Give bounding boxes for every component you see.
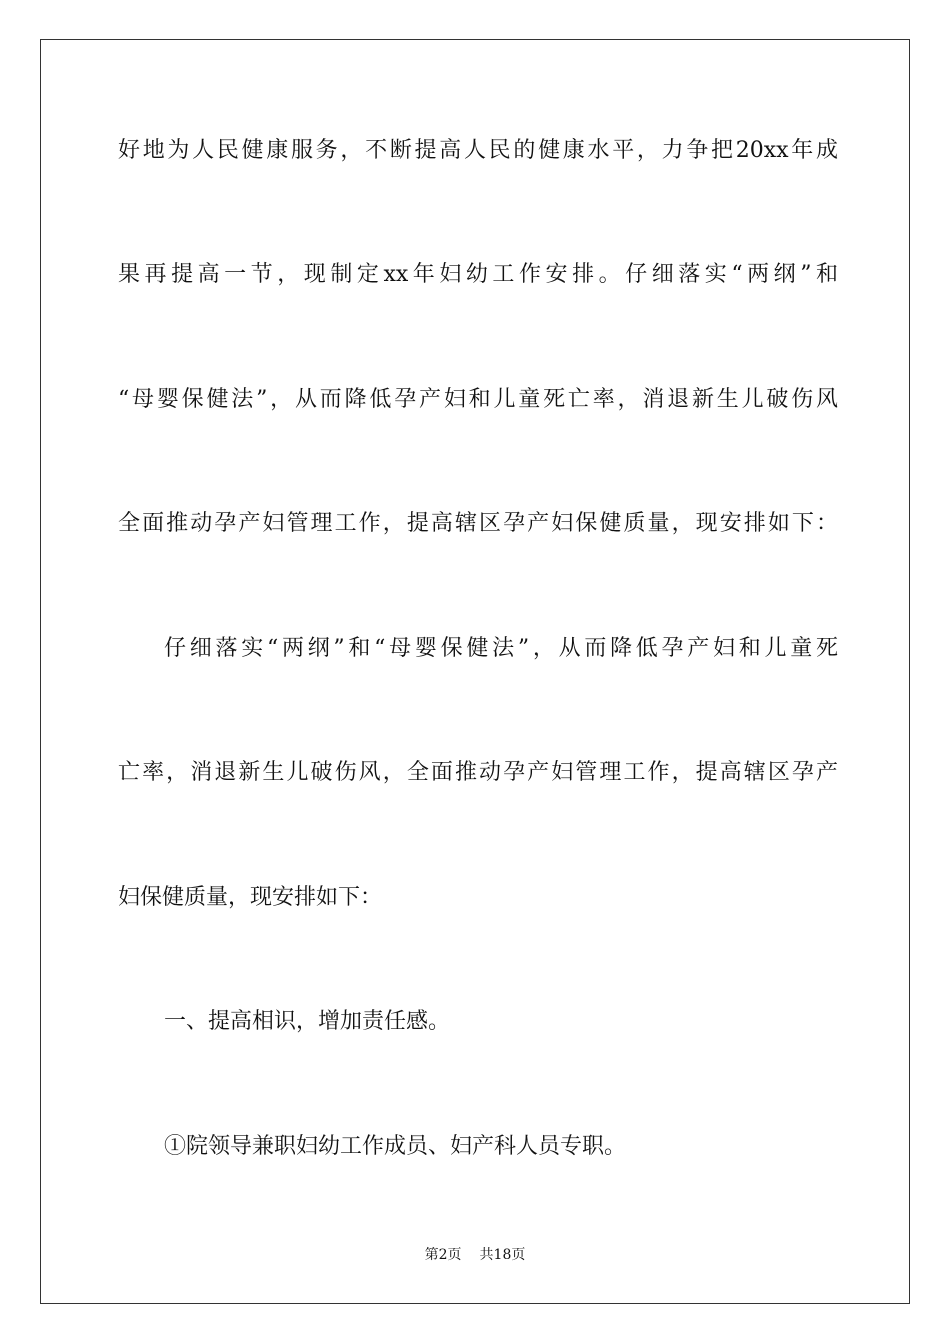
page-number: 第2页 — [424, 1247, 462, 1263]
body-line-3: “母婴保健法”，从而降低孕产妇和儿童死亡率，消退新生儿破伤风 — [118, 387, 838, 412]
body-line-1: 好地为人民健康服务，不断提高人民的健康水平，力争把20xx年成 — [118, 138, 838, 163]
body-line-2: 果再提高一节，现制定xx年妇幼工作安排。仔细落实“两纲”和 — [118, 262, 838, 287]
list-item-1: ①院领导兼职妇幼工作成员、妇产科人员专职。 — [164, 1134, 627, 1159]
paragraph-2-line-3: 妇保健质量，现安排如下： — [118, 885, 383, 910]
page-footer — [0, 1244, 950, 1264]
paragraph-2-line-2: 亡率，消退新生儿破伤风，全面推动孕产妇管理工作，提高辖区孕产 — [118, 760, 838, 785]
page-total: 共18页 — [479, 1247, 526, 1263]
page-border — [40, 39, 910, 1304]
paragraph-2-line-1: 仔细落实“两纲”和“母婴保健法”，从而降低孕产妇和儿童死 — [164, 636, 838, 661]
section-heading: 一、提高相识，增加责任感。 — [164, 1009, 451, 1034]
body-line-4: 全面推动孕产妇管理工作，提高辖区孕产妇保健质量，现安排如下： — [118, 511, 838, 536]
